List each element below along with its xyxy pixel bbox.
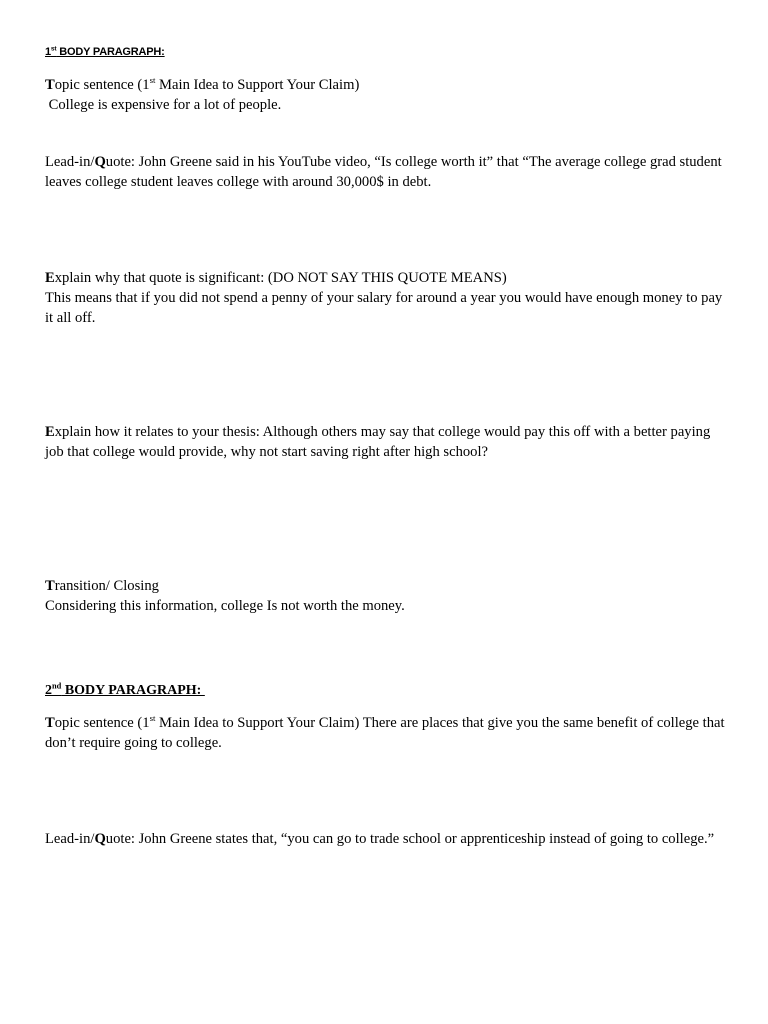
paragraph-2-leadin: Lead-in/Quote: John Greene states that, “you can go to trade school or apprenticeship instead of going to college.” <box>45 831 715 847</box>
paragraph-1-topic <box>45 75 730 115</box>
heading-ordinal: st <box>50 45 57 53</box>
transition-text: Considering this information, college Is not worth the money. <box>45 598 405 614</box>
explain-label: Explain why that quote is significant: (DO NOT SAY THIS QUOTE MEANS) <box>45 270 507 286</box>
paragraph-1-transition <box>45 576 730 616</box>
paragraph-1-explain-thesis: Explain how it relates to your thesis: Although others may say that college would pay this off with a better paying job that college would provide, why not start saving right after high school? <box>45 424 711 460</box>
paragraph-2-heading: 2nd BODY PARAGRAPH: <box>45 681 205 698</box>
paragraph-1-heading <box>45 46 165 58</box>
topic-label: Topic sentence (1st Main Idea to Support Your Claim) <box>45 75 360 93</box>
topic-text: College is expensive for a lot of people. <box>45 97 282 113</box>
transition-label: Transition/ Closing <box>45 578 159 594</box>
paragraph-1-leadin: Lead-in/Quote: John Greene said in his YouTube video, “Is college worth it” that “The average college grad student leaves college student leaves college with around 30,000$ in debt. <box>45 154 722 190</box>
paragraph-2-topic: Topic sentence (1st Main Idea to Support Your Claim) There are places that give you the same benefit of college that don’t require going to college. <box>45 713 725 751</box>
heading-number: 1 <box>45 46 51 58</box>
heading-text: BODY PARAGRAPH: <box>56 46 165 58</box>
explain-text: This means that if you did not spend a penny of your salary for around a year you would have enough money to pay it all off. <box>45 290 723 326</box>
paragraph-1-explain-significance <box>45 268 730 328</box>
